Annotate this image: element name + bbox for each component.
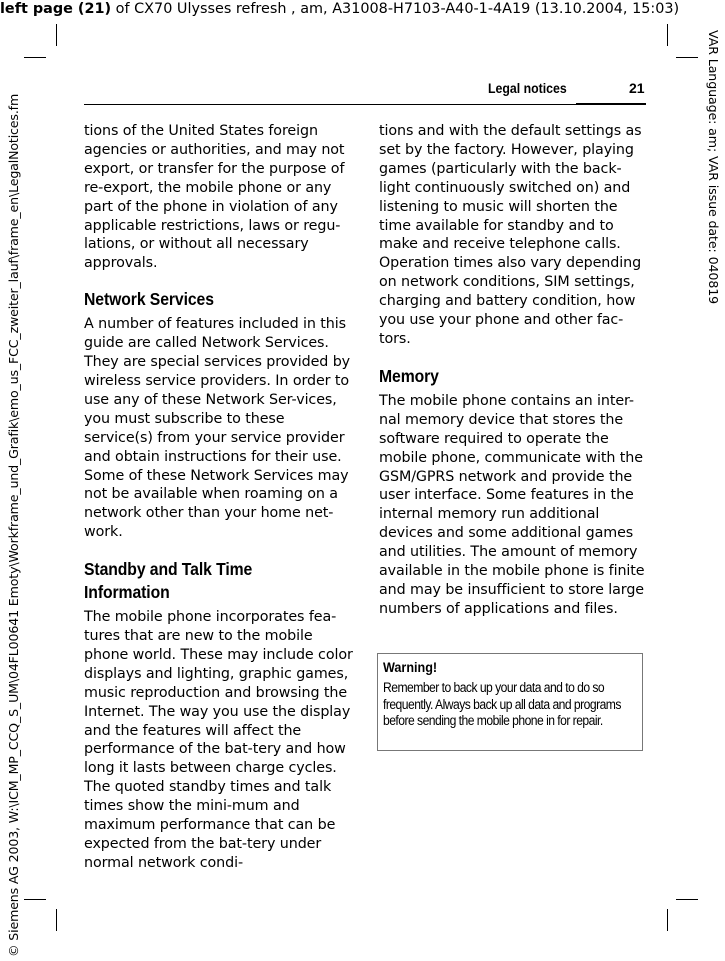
warning-body: Remember to back up your data and to do so frequently. Always back up all data and programs before sending the mobile phone in for repair. bbox=[383, 680, 621, 728]
side-var-info: VAR Language: am; VAR issue date: 040819 bbox=[706, 30, 721, 305]
crop-mark bbox=[667, 909, 668, 931]
warning-title: Warning! bbox=[383, 659, 438, 675]
crop-mark bbox=[24, 57, 46, 58]
paragraph: A number of features included in this guide are called Network Services. They are special services provided by wireless service providers. In order to use any of these Network Ser-vices, you must subscribe to these service(s) from your service provider and obtain instructions for their use. Some of these Network Services may not be available when roaming on a network other than your home net-work. bbox=[84, 316, 351, 541]
print-header-line bbox=[0, 0, 725, 18]
crop-mark bbox=[667, 24, 668, 46]
print-header-page-ref: left page (21) bbox=[0, 1, 112, 17]
crop-mark bbox=[24, 899, 46, 900]
section-heading-standby-talk-time: Standby and Talk Time Information bbox=[84, 559, 253, 603]
paragraph: tions and with the default settings as set by the factory. However, playing games (particularly with the back-light continuously switched on) and listening to music will shorten the time available for standby and to make and receive telephone calls. Operation times also vary depending on network conditions, SIM settings, charging and battery condition, how you use your phone and other fac-tors. bbox=[379, 123, 642, 347]
crop-mark bbox=[676, 899, 698, 900]
side-copyright-path: © Siemens AG 2003, W:\ICM_MP_CCQ_S_UM\04FL00641 Emoty\Workframe_und_Grafik\emo_us_FCC_zweiter_lauf\frame_en\LegalNotices.fm bbox=[6, 93, 21, 957]
header-rule-accent bbox=[576, 103, 646, 105]
paragraph: tions of the United States foreign agencies or authorities, and may not export, or transfer for the purpose of re-export, the mobile phone or any part of the phone in violation of any applicable restrictions, laws or regu-lations, or without all necessary approvals. bbox=[84, 123, 345, 272]
paragraph: The mobile phone contains an inter-nal memory device that stores the software required to operate the mobile phone, communicate with the GSM/GPRS network and provide the user interface. Some features in the internal memory run additional devices and some additional games and utilities. The amount of memory available in the mobile phone is finite and may be insufficient to store large numbers of applications and files. bbox=[379, 392, 645, 617]
section-heading-memory: Memory bbox=[379, 365, 439, 386]
warning-box bbox=[377, 653, 643, 751]
paragraph: The mobile phone incorporates fea-tures that are new to the mobile phone world. These may include color displays and lighting, graphic games, music reproduction and browsing the Internet. The way you use the display and the features will affect the performance of the bat-tery and how long it lasts between charge cycles. The quoted standby times and talk times show the mini-mum and maximum performance that can be expected from the bat-tery under normal network condi- bbox=[84, 609, 353, 871]
header-rule bbox=[84, 104, 646, 105]
right-column bbox=[379, 122, 649, 619]
left-column bbox=[84, 122, 354, 873]
crop-mark bbox=[676, 57, 698, 58]
crop-mark bbox=[56, 24, 57, 46]
crop-mark bbox=[56, 909, 57, 931]
print-header-file-info: of CX70 Ulysses refresh , am, A31008-H7103-A40-1-4A19 (13.10.2004, 15:03) bbox=[111, 1, 680, 17]
section-heading-network-services: Network Services bbox=[84, 289, 214, 310]
page-section-title: Legal notices bbox=[488, 80, 567, 96]
page-number: 21 bbox=[629, 80, 645, 96]
